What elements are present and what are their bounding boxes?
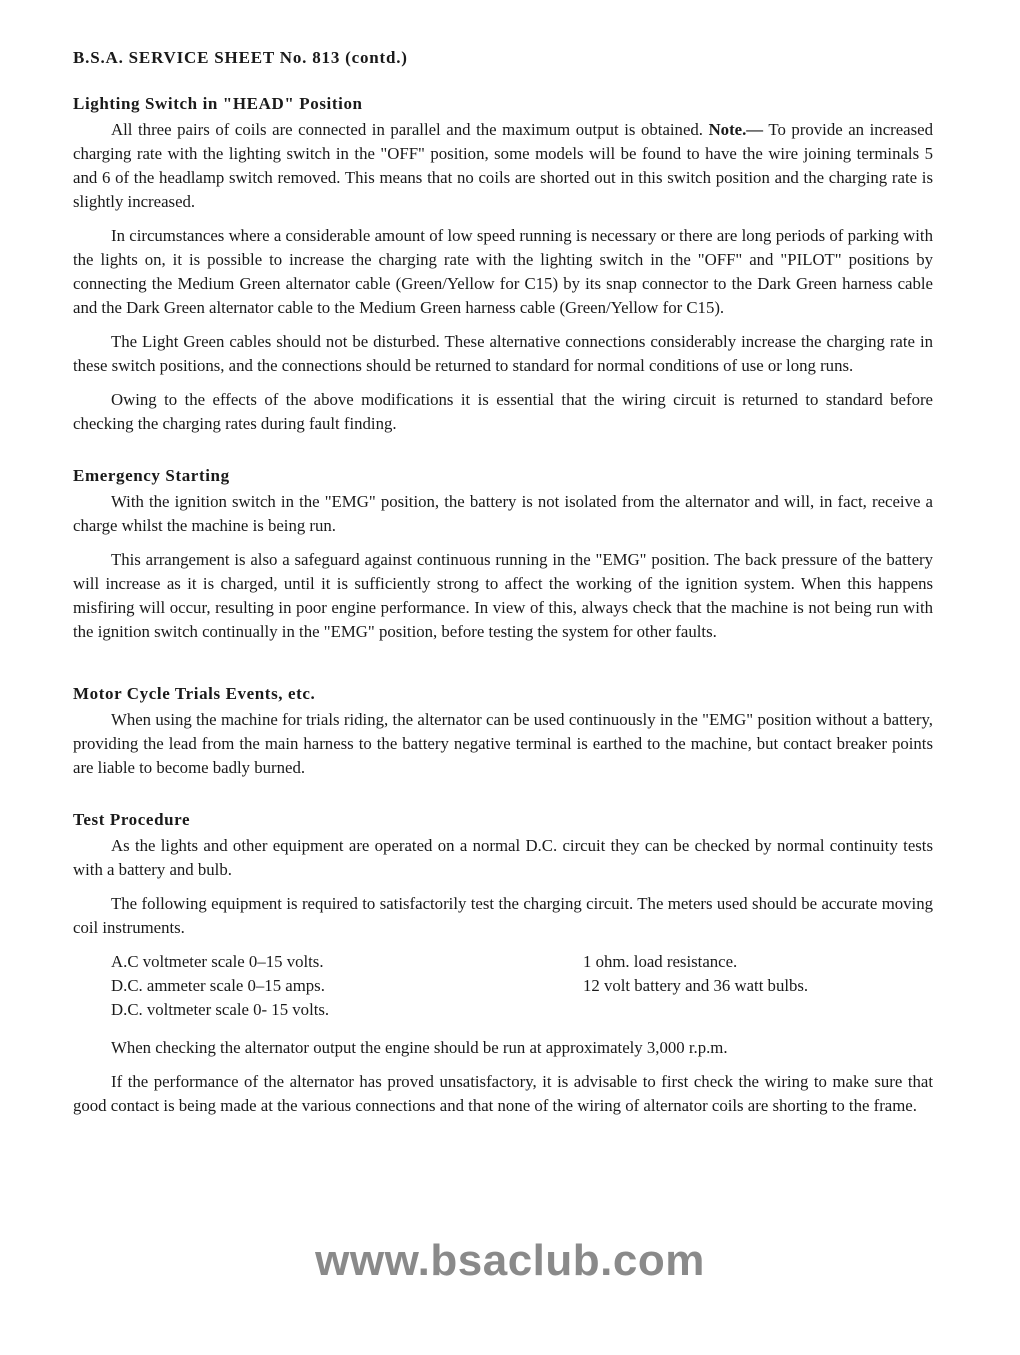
equipment-item: 1 ohm. load resistance. [583, 952, 738, 971]
sheet-title: B.S.A. SERVICE SHEET No. 813 (contd.) [73, 48, 408, 67]
equipment-item: D.C. ammeter scale 0–15 amps. [111, 976, 325, 995]
section-heading-lighting-switch: Lighting Switch in "HEAD" Position [73, 94, 363, 113]
note-label: Note.— [708, 120, 764, 139]
paragraph: With the ignition switch in the "EMG" position, the battery is not isolated from the alternator and will, in fact, receive a charge whilst the machine is being run. [73, 492, 933, 535]
section-heading-trials-events: Motor Cycle Trials Events, etc. [73, 684, 316, 703]
equipment-item: 12 volt battery and 36 watt bulbs. [583, 976, 809, 995]
paragraph: When checking the alternator output the engine should be run at approximately 3,000 r.p.m. [111, 1038, 728, 1057]
paragraph: As the lights and other equipment are operated on a normal D.C. circuit they can be checked by normal continuity tests with a battery and bulb. [73, 836, 933, 879]
paragraph: The Light Green cables should not be disturbed. These alternative connections considerably increase the charging rate in these switch positions, and the connections should be returned to standard for normal conditions of use or long runs. [73, 332, 933, 375]
section-heading-test-procedure: Test Procedure [73, 810, 191, 829]
equipment-meters [111, 950, 583, 1022]
equipment-item: D.C. voltmeter scale 0- 15 volts. [111, 1000, 330, 1019]
paragraph: In circumstances where a considerable amount of low speed running is necessary or there are long periods of parking with the lights on, it is possible to increase the charging rate with the lighting switch in the "OFF" and "PILOT" positions by connecting the Medium Green alternator cable (Green/Yellow for C15) by its snap connector to the Dark Green harness cable and the Dark Green alternator cable to the Medium Green harness cable (Green/Yellow for C15). [73, 226, 933, 317]
paragraph: When using the machine for trials riding, the alternator can be used continuously in the "EMG" position without a battery, providing the lead from the main harness to the battery negative terminal is earthed to the machine, but contact breaker points are liable to become badly burned. [73, 710, 933, 777]
service-sheet-page [73, 48, 933, 1128]
website-watermark: www.bsaclub.com [315, 1236, 705, 1285]
paragraph: If the performance of the alternator has proved unsatisfactory, it is advisable to first check the wiring to make sure that good contact is being made at the various connections and that none of the wiring of alternator coils are shorting to the frame. [73, 1072, 933, 1115]
paragraph: The following equipment is required to satisfactorily test the charging circuit. The meters used should be accurate moving coil instruments. [73, 894, 933, 937]
section-heading-emergency-starting: Emergency Starting [73, 466, 230, 485]
equipment-item: A.C voltmeter scale 0–15 volts. [111, 952, 324, 971]
paragraph: This arrangement is also a safeguard against continuous running in the "EMG" position. The back pressure of the battery will increase as it is charged, until it is sufficiently strong to affect the working of the ignition system. When this happens misfiring will occur, resulting in poor engine performance. In view of this, always check that the machine is not being run with the ignition switch continually in the "EMG" position, before testing the system for other faults. [73, 550, 933, 641]
paragraph: Owing to the effects of the above modifications it is essential that the wiring circuit is returned to standard before checking the charging rates during fault finding. [73, 390, 933, 433]
equipment-loads [583, 950, 808, 1022]
paragraph: All three pairs of coils are connected in parallel and the maximum output is obtained. Note.— To provide an increased charging rate with the lighting switch in the "OFF" position, some models will be found to have the wire joining terminals 5 and 6 of the headlamp switch removed. This means that no coils are shorted out in this switch position and the charging rate is slightly increased. [73, 120, 934, 211]
equipment-list [111, 950, 933, 1022]
